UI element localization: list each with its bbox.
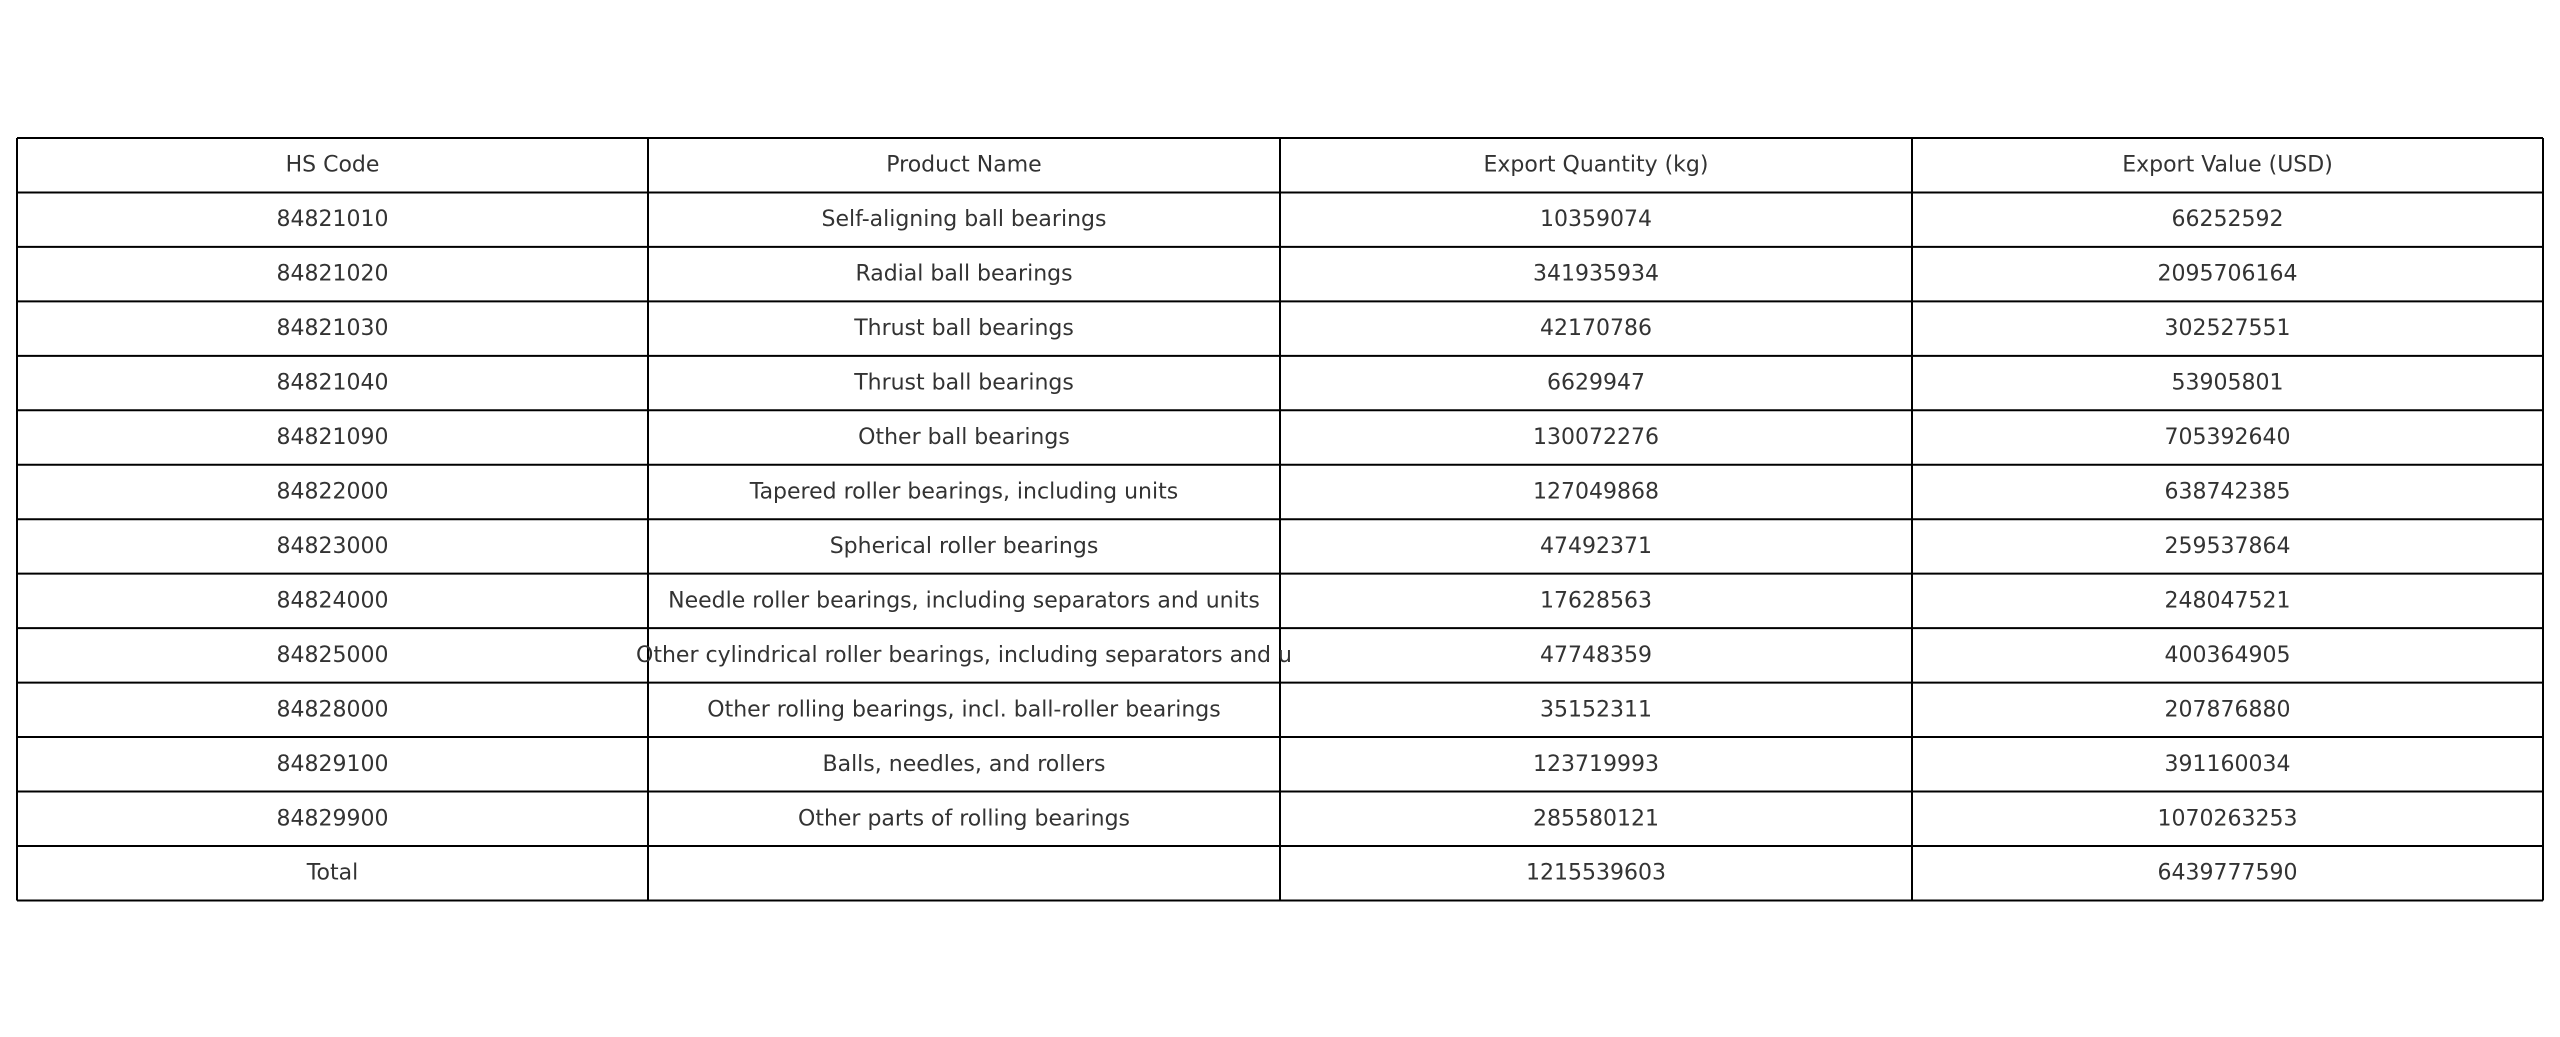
table-cell: 248047521 <box>2164 588 2291 614</box>
table-cell: 391160034 <box>2164 751 2291 777</box>
table-cell: Spherical roller bearings <box>829 533 1099 559</box>
table-cell: 285580121 <box>1533 806 1659 832</box>
table-cell: 130072276 <box>1533 425 1659 451</box>
table-cell: 66252592 <box>2171 207 2284 233</box>
table-cell: Other parts of rolling bearings <box>798 806 1130 832</box>
table-cell: 17628563 <box>1540 588 1652 614</box>
column-header: Export Value (USD) <box>2122 152 2333 178</box>
table-cell: 1070263253 <box>2157 806 2298 832</box>
table-cell: 84821030 <box>276 316 389 342</box>
table-cell: 84821010 <box>276 207 389 233</box>
table-cell: 400364905 <box>2164 642 2291 668</box>
table-cell: 84821020 <box>276 261 389 287</box>
table-cell: Other cylindrical roller bearings, including separators and u <box>636 642 1292 668</box>
table-cell: 84822000 <box>276 479 389 505</box>
table-cell: 84823000 <box>276 533 389 559</box>
table-cell: 341935934 <box>1533 261 1659 287</box>
table-cell: 84829100 <box>276 751 389 777</box>
table-cell: Needle roller bearings, including separators and units <box>668 588 1260 614</box>
table-cell: 1215539603 <box>1526 860 1666 886</box>
table-cell: 53905801 <box>2171 370 2284 396</box>
table-cell: 127049868 <box>1533 479 1659 505</box>
table-cell: 10359074 <box>1540 207 1652 233</box>
table-cell: 638742385 <box>2164 479 2291 505</box>
table-cell: 84824000 <box>276 588 389 614</box>
table-cell: Balls, needles, and rollers <box>822 751 1106 777</box>
table-cell: 84829900 <box>276 806 389 832</box>
column-header: HS Code <box>285 152 380 178</box>
table-cell: 47748359 <box>1540 642 1652 668</box>
table-cell: 705392640 <box>2164 425 2291 451</box>
table-cell: Tapered roller bearings, including units <box>749 479 1179 505</box>
table-cell: 6439777590 <box>2157 860 2298 886</box>
table-cell: 47492371 <box>1540 533 1652 559</box>
table-cell: 259537864 <box>2164 533 2291 559</box>
table-cell: 84825000 <box>276 642 389 668</box>
table-cell: 84821090 <box>276 425 389 451</box>
table-cell: Self-aligning ball bearings <box>821 207 1107 233</box>
table-cell: Thrust ball bearings <box>854 370 1074 396</box>
table-cell: 123719993 <box>1533 751 1659 777</box>
table-cell: Other ball bearings <box>858 425 1070 451</box>
table-grid <box>17 138 2543 900</box>
table-cell: 42170786 <box>1540 316 1652 342</box>
table-cell: Thrust ball bearings <box>854 316 1074 342</box>
table-cell: Radial ball bearings <box>855 261 1073 287</box>
table-cell: 302527551 <box>2164 316 2291 342</box>
table-cell: 6629947 <box>1547 370 1645 396</box>
table-cell: Total <box>306 860 359 886</box>
table-cell: 2095706164 <box>2157 261 2298 287</box>
column-header: Export Quantity (kg) <box>1483 152 1709 178</box>
table-cell: Other rolling bearings, incl. ball-roller bearings <box>707 697 1221 723</box>
column-header: Product Name <box>886 152 1042 178</box>
table-cell: 207876880 <box>2164 697 2291 723</box>
table-cell: 84828000 <box>276 697 389 723</box>
table-cell: 84821040 <box>276 370 389 396</box>
table-cell: 35152311 <box>1540 697 1652 723</box>
